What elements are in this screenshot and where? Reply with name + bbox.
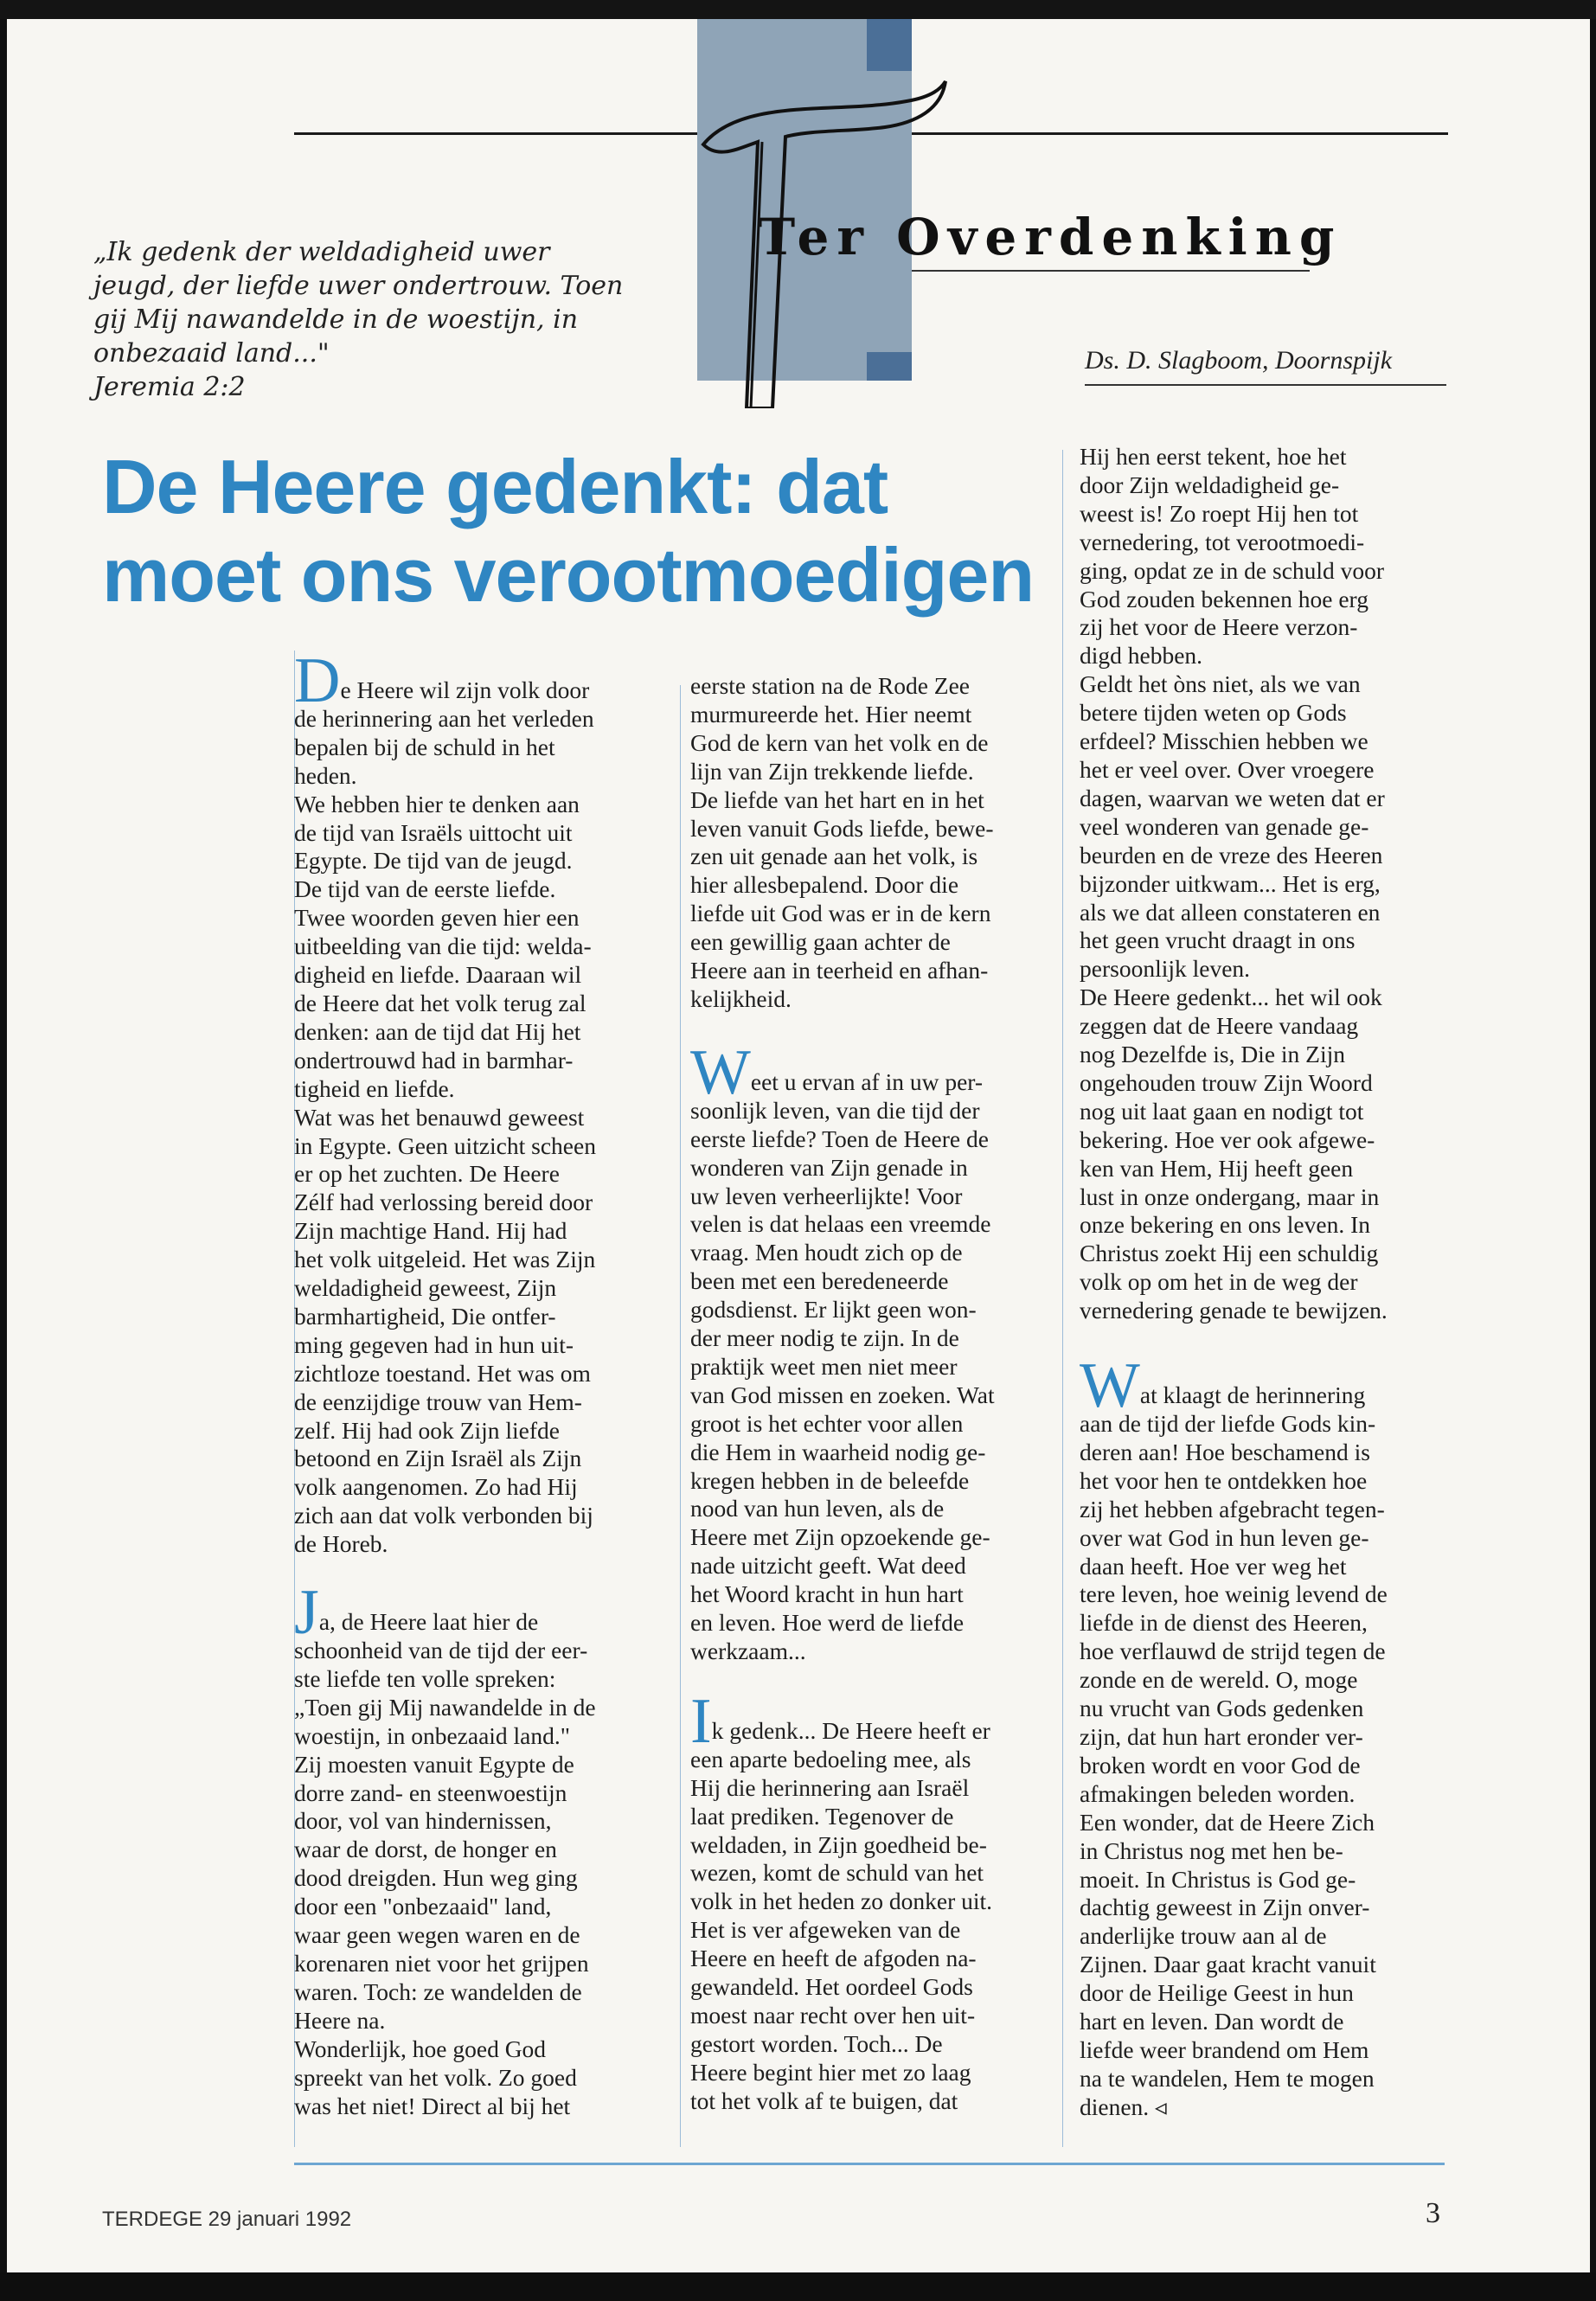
text-line: De liefde van het hart en in het [690, 785, 984, 813]
text-line: lijn van Zijn trekkende liefde. [690, 757, 974, 785]
text-line: nade uitzicht geeft. Wat deed [690, 1552, 966, 1580]
text-line: de Horeb. [294, 1530, 388, 1558]
text-line: Heere aan in teerheid en afhan- [690, 957, 989, 984]
paragraph-first-line [294, 1577, 666, 1649]
header-rule-right [912, 132, 1448, 135]
text-line: vernedering, tot verootmoedi- [1080, 528, 1365, 555]
text-line: tigheid en liefde. [294, 1074, 455, 1102]
text-line: soonlijk leven, van die tijd der [690, 1096, 980, 1124]
text-line: We hebben hier te denken aan [294, 790, 580, 817]
text-line: wezen, komt de schuld van het [690, 1859, 984, 1887]
paragraph [294, 645, 666, 1559]
text-line: Heere met Zijn opzoekende ge- [690, 1523, 990, 1551]
paragraph [1080, 1350, 1452, 2122]
text-line: velen is dat helaas een vreemde [690, 1210, 991, 1238]
byline-underline [1085, 384, 1446, 386]
text-line: die Hem in waarheid nodig ge- [690, 1438, 986, 1465]
text-line: barmhartigheid, Die ontfer- [294, 1302, 556, 1330]
text-line: eet u ervan af in uw per- [750, 1067, 984, 1095]
drop-cap: I [690, 1685, 712, 1757]
text-line: het volk uitgeleid. Het was Zijn [294, 1246, 596, 1273]
text-line: praktijk weet men niet meer [690, 1352, 958, 1380]
text-line: denken: aan de tijd dat Hij het [294, 1017, 581, 1045]
text-line: beurden en de vreze des Heeren [1080, 841, 1383, 868]
scan-top-border [0, 0, 1596, 19]
text-line: spreekt van het volk. Zo goed [294, 2063, 577, 2091]
text-line: Een wonder, dat de Heere Zich [1080, 1808, 1375, 1836]
text-line: waar de dorst, de honger en [294, 1836, 557, 1863]
scripture-quote [93, 235, 647, 404]
text-line: korenaren niet voor het grijpen [294, 1949, 589, 1977]
text-line: Zijnen. Daar gaat kracht vanuit [1080, 1951, 1376, 1978]
text-line: Het is ver afgeweken van de [690, 1916, 961, 1944]
text-line: een gewillig gaan achter de [690, 928, 951, 956]
text-line: broken wordt en voor God de [1080, 1751, 1361, 1779]
text-line: dood dreigden. Hun weg ging [294, 1864, 578, 1892]
text-line: „Toen gij Mij nawandelde in de [294, 1693, 596, 1721]
text-line: k gedenk... De Heere heeft er [711, 1716, 990, 1744]
text-line: volk aangenomen. Zo had Hij [294, 1473, 578, 1501]
headline-line-2: moet ons verootmoedigen [102, 532, 1035, 618]
text-line: eerste station na de Rode Zee [690, 672, 970, 699]
column-rule-1 [680, 685, 681, 2147]
text-line: aan de tijd der liefde Gods kin- [1080, 1410, 1376, 1437]
text-line: weldadigheid geweest, Zijn [294, 1274, 557, 1302]
author-byline: Ds. D. Slagboom, Doornspijk [1085, 346, 1393, 375]
text-line: het voor hen te ontdekken hoe [1080, 1466, 1368, 1494]
text-line: godsdienst. Er lijkt geen won- [690, 1296, 977, 1324]
text-line: digheid en liefde. Daaraan wil [294, 961, 582, 989]
drop-cap: W [1080, 1350, 1140, 1422]
paragraph-first-line [294, 645, 666, 716]
text-line: liefde in de dienst des Heeren, [1080, 1609, 1368, 1637]
text-line: hier allesbepalend. Door die [690, 871, 959, 899]
article-column-3 [1080, 443, 1452, 2122]
text-line: ming gegeven had in hun uit- [294, 1330, 574, 1358]
text-line: Wat was het benauwd geweest [294, 1103, 585, 1131]
paragraph [690, 1036, 1054, 1666]
text-line: Wonderlijk, hoe goed God [294, 2035, 547, 2062]
text-line: kelijkheid. [690, 984, 792, 1012]
article-column-2 [690, 672, 1054, 2116]
quote-line: „Ik gedenk der weldadigheid uwer [93, 237, 550, 267]
text-line: dorre zand- en steenwoestijn [294, 1779, 567, 1806]
article-column-1 [294, 645, 666, 2120]
text-line: wonderen van Zijn genade in [690, 1153, 968, 1181]
text-line: moest naar recht over hen uit- [690, 2001, 976, 2029]
paragraph-first-line [690, 1685, 1054, 1757]
text-line: Hij hen eerst tekent, hoe het [1080, 443, 1347, 470]
text-line: er op het zuchten. De Heere [294, 1160, 560, 1188]
drop-cap: J [294, 1577, 319, 1649]
text-line: liefde uit God was er in de kern [690, 900, 991, 927]
text-line: moeit. In Christus is God ge- [1080, 1865, 1356, 1893]
text-line: gewandeld. Het oordeel Gods [690, 1973, 973, 2001]
header-rule-left [294, 132, 699, 135]
text-line: erfdeel? Misschien hebben we [1080, 727, 1368, 755]
text-line: murmureerde het. Hier neemt [690, 700, 972, 727]
page-number: 3 [1426, 2197, 1440, 2229]
text-line: nu vrucht van Gods gedenken [1080, 1695, 1364, 1722]
text-line: Heere na. [294, 2006, 386, 2034]
text-line: werkzaam... [690, 1638, 806, 1664]
text-line: in Christus nog met hen be- [1080, 1836, 1343, 1864]
text-line: ken van Hem, Hij heeft geen [1080, 1154, 1354, 1182]
paragraph [690, 1685, 1054, 2116]
text-line: kregen hebben in de beleefde [690, 1466, 970, 1494]
section-title-underline [912, 270, 1310, 272]
text-line: weldaden, in Zijn goedheid be- [690, 1830, 987, 1858]
text-line: e Heere wil zijn volk door [340, 676, 590, 703]
text-line: dagen, waarvan we weten dat er [1080, 784, 1385, 811]
text-line: woestijn, in onbezaaid land." [294, 1721, 570, 1749]
text-line: Heere en heeft de afgoden na- [690, 1945, 977, 1972]
text-line: God de kern van het volk en de [690, 728, 989, 756]
text-line: betere tijden weten op Gods [1080, 699, 1347, 727]
quote-line: onbezaaid land..." [93, 338, 330, 369]
text-line: hoe verflauwd de strijd tegen de [1080, 1638, 1386, 1665]
text-line: tere leven, hoe weinig levend de [1080, 1580, 1388, 1608]
text-line: door de Heilige Geest in hun [1080, 1979, 1354, 2007]
section-title [758, 208, 1342, 266]
text-line: De Heere gedenkt... het wil ook [1080, 984, 1382, 1011]
text-line: ste liefde ten volle spreken: [294, 1664, 556, 1692]
text-line: deren aan! Hoe beschamend is [1080, 1438, 1370, 1465]
text-line: tot het volk af te buigen, dat [690, 2086, 958, 2114]
text-line: ongehouden trouw Zijn Woord [1080, 1068, 1373, 1096]
text-line: de herinnering aan het verleden [294, 704, 594, 732]
text-line: zichtloze toestand. Het was om [294, 1359, 591, 1387]
text-line: uitbeelding van die tijd: welda- [294, 933, 592, 960]
text-line: Heere begint hier met zo laag [690, 2058, 971, 2086]
paragraph [1080, 443, 1452, 1325]
text-line: nog Dezelfde is, Die in Zijn [1080, 1041, 1345, 1068]
section-title-text: er Overdenking [797, 208, 1343, 266]
text-line: zeggen dat de Heere vandaag [1080, 1012, 1359, 1040]
text-line: God zouden bekennen hoe erg [1080, 585, 1368, 612]
paragraph-gap [294, 1559, 666, 1595]
text-line: lust in onze ondergang, maar in [1080, 1183, 1380, 1210]
text-line: door Zijn weldadigheid ge- [1080, 471, 1340, 498]
text-line: at klaagt de herinnering [1139, 1381, 1366, 1409]
text-line: een aparte bedoeling mee, als [690, 1745, 971, 1772]
text-line: uw leven verheerlijkte! Voor [690, 1182, 963, 1209]
text-line: zij het voor de Heere verzon- [1080, 613, 1358, 641]
text-line: heden. [294, 761, 357, 789]
magazine-page [7, 19, 1590, 2272]
text-line: door een "onbezaaid" land, [294, 1893, 552, 1920]
text-line: volk in het heden zo donker uit. [690, 1888, 993, 1915]
text-line: zen uit genade aan het volk, is [690, 843, 978, 870]
quote-line: jeugd, der liefde uwer ondertrouw. Toen [93, 271, 624, 301]
text-line: Zélf had verlossing bereid door [294, 1189, 593, 1216]
paragraph-first-line [690, 1036, 1054, 1108]
text-line: waren. Toch: ze wandelden de [294, 1977, 582, 2005]
text-line: leven vanuit Gods liefde, bewe- [690, 814, 994, 842]
text-line: zonde en de wereld. O, moge [1080, 1666, 1358, 1694]
text-line: zelf. Hij had ook Zijn liefde [294, 1416, 560, 1444]
article-headline [102, 443, 1054, 619]
headline-line-1: De Heere gedenkt: dat [102, 444, 888, 529]
text-line: over wat God in hun leven ge- [1080, 1523, 1369, 1551]
text-line: Twee woorden geven hier een [294, 904, 580, 932]
text-line: dachtig geweest in Zijn onver- [1080, 1894, 1370, 1921]
text-line: Hij die herinnering aan Israël [690, 1773, 970, 1801]
text-line: van God missen en zoeken. Wat [690, 1381, 995, 1408]
text-line: was het niet! Direct al bij het [294, 2092, 571, 2119]
text-line: als we dat alleen constateren en [1080, 898, 1381, 926]
text-line: door, vol van hindernissen, [294, 1807, 552, 1835]
paragraph-gap [690, 1666, 1054, 1704]
text-line: Egypte. De tijd van de jeugd. [294, 847, 573, 875]
paragraph [690, 672, 1054, 1014]
text-line: het er veel over. Over vroegere [1080, 755, 1375, 783]
text-line: daan heeft. Hoe ver weg het [1080, 1552, 1347, 1580]
paragraph-first-line [1080, 1350, 1452, 1422]
text-line: anderlijke trouw aan al de [1080, 1922, 1327, 1950]
drop-cap: D [294, 645, 341, 716]
text-line: bijzonder uitkwam... Het is erg, [1080, 869, 1381, 897]
text-line: nog uit laat gaan en nodigt tot [1080, 1097, 1364, 1125]
text-line: de eenzijdige trouw van Hem- [294, 1388, 582, 1415]
text-line: eerste liefde? Toen de Heere de [690, 1125, 989, 1152]
text-line: groot is het echter voor allen [690, 1409, 964, 1437]
text-line: hart en leven. Dan wordt de [1080, 2008, 1344, 2035]
text-line: vraag. Men houdt zich op de [690, 1239, 963, 1266]
text-line: Geldt het òns niet, als we van [1080, 670, 1361, 698]
drop-cap: W [690, 1036, 751, 1108]
section-title-initial: T [758, 208, 798, 266]
quote-reference: Jeremia 2:2 [93, 372, 246, 402]
footer-rule [294, 2163, 1445, 2165]
text-line: de tijd van Israëls uittocht uit [294, 818, 573, 846]
text-line: ging, opdat ze in de schuld voor [1080, 556, 1385, 584]
text-line: bekering. Hoe ver ook afgewe- [1080, 1125, 1375, 1153]
text-line: in Egypte. Geen uitzicht scheen [294, 1131, 596, 1159]
text-line: vernedering genade te bewijzen. [1080, 1297, 1388, 1324]
scan-bottom-border [0, 2272, 1596, 2301]
text-line: onze bekering en ons leven. In [1080, 1211, 1370, 1239]
text-line: het geen vrucht draagt in ons [1080, 926, 1356, 954]
text-line: zijn, dat hun hart eronder ver- [1080, 1722, 1363, 1750]
text-line: het Woord kracht in hun hart [690, 1580, 964, 1608]
text-line: zij het hebben afgebracht tegen- [1080, 1495, 1385, 1522]
text-line: na te wandelen, Hem te mogen [1080, 2064, 1375, 2092]
text-line: Zijn machtige Hand. Hij had [294, 1217, 567, 1245]
text-line: en leven. Hoe werd de liefde [690, 1609, 965, 1637]
text-line: zich aan dat volk verbonden bij [294, 1502, 593, 1529]
text-line: persoonlijk leven. [1080, 955, 1251, 983]
text-line: volk op om het in de weg der [1080, 1268, 1358, 1296]
text-line: schoonheid van de tijd der eer- [294, 1637, 588, 1663]
text-line: laat prediken. Tegenover de [690, 1802, 954, 1830]
text-line: Christus zoekt Hij een schuldig [1080, 1240, 1379, 1267]
text-line: digd hebben. [1080, 642, 1203, 670]
text-line: veel wonderen van genade ge- [1080, 812, 1369, 840]
column-rule-2 [1062, 450, 1063, 2147]
text-line: nood van hun leven, als de [690, 1495, 945, 1522]
end-of-article-line: dienen. ◃ [1080, 2093, 1167, 2120]
text-line: afmakingen beleden worden. [1080, 1779, 1356, 1807]
text-line: gestort worden. Toch... De [690, 2029, 943, 2057]
text-line: waar geen wegen waren en de [294, 1921, 580, 1949]
quote-line: gij Mij nawandelde in de woestijn, in [93, 304, 579, 335]
text-line: bepalen bij de schuld in het [294, 733, 555, 760]
text-line: betoond en Zijn Israël als Zijn [294, 1445, 582, 1472]
text-line: De tijd van de eerste liefde. [294, 875, 556, 903]
text-line: de Heere dat het volk terug zal [294, 989, 586, 1016]
text-line: Zij moesten vanuit Egypte de [294, 1750, 574, 1778]
text-line: liefde weer brandend om Hem [1080, 2035, 1369, 2063]
text-line: ondertrouwd had in barmhar- [294, 1046, 574, 1074]
text-line: der meer nodig te zijn. In de [690, 1324, 959, 1352]
text-line: been met een beredeneerde [690, 1267, 949, 1295]
text-line: weest is! Zo roept Hij hen tot [1080, 499, 1359, 527]
text-line: a, de Heere laat hier de [318, 1608, 539, 1636]
paragraph [294, 1577, 666, 2120]
publication-footer: TERDEGE 29 januari 1992 [102, 2208, 352, 2231]
